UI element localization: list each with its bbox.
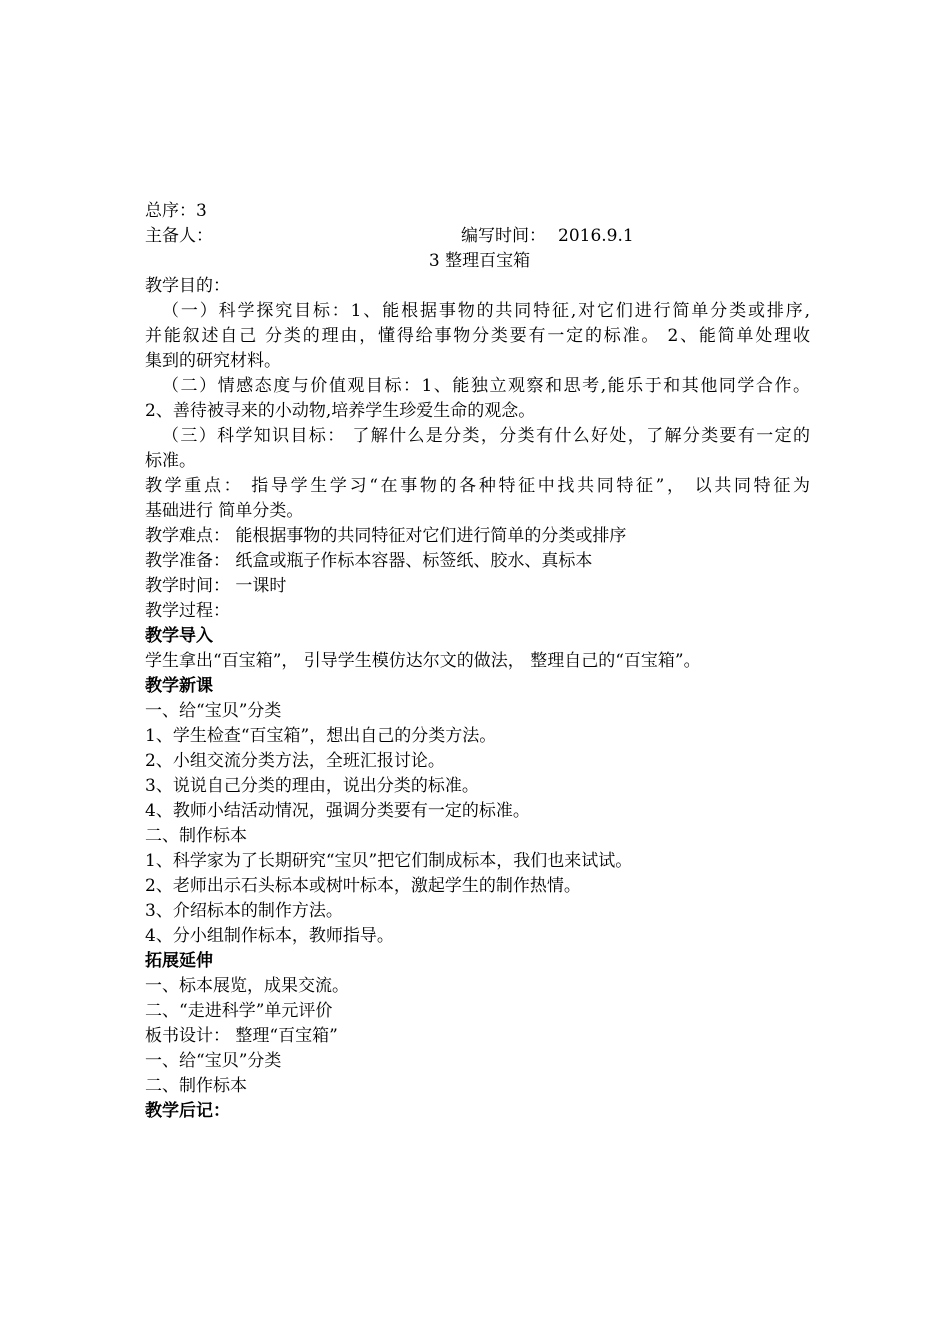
list-item: 1、科学家为了长期研究“宝贝”把它们制成标本，我们也来试试。 [145, 851, 633, 871]
preparation-line: 教学准备： 纸盒或瓶子作标本容器、标签纸、胶水、真标本 [145, 551, 593, 571]
list-item: 2、老师出示石头标本或树叶标本，激起学生的制作热情。 [145, 876, 581, 896]
board-item1: 一、给“宝贝”分类 [145, 1051, 282, 1071]
part1-title: 一、给“宝贝”分类 [145, 701, 282, 721]
preparer-label: 主备人： [145, 226, 213, 246]
new-lesson-heading: 教学新课 [145, 676, 213, 696]
board-item2: 二、制作标本 [145, 1076, 247, 1096]
meta-row [145, 224, 810, 249]
reflection-heading: 教学后记： [145, 1101, 230, 1121]
lesson-title: 3 整理百宝箱 [428, 251, 531, 271]
goal2-line1: （二）情感态度与价值观目标：1、能独立观察和思考,能乐于和其他同学合作。 [162, 376, 810, 396]
date-label: 编写时间： [461, 226, 546, 246]
part2-title: 二、制作标本 [145, 826, 247, 846]
goal1-line2: 并能叙述自己 分类的理由，懂得给事物分类要有一定的标准。 2、能简单处理收 [145, 326, 810, 346]
date-value: 2016.9.1 [558, 226, 634, 246]
keypoint-line2: 基础进行 简单分类。 [145, 501, 304, 521]
list-item: 2、小组交流分类方法，全班汇报讨论。 [145, 751, 445, 771]
process-line: 教学过程： [145, 601, 230, 621]
extension-item1: 一、标本展览，成果交流。 [145, 976, 349, 996]
intro-heading: 教学导入 [145, 626, 213, 646]
objectives-heading: 教学目的： [145, 276, 230, 296]
list-item: 4、教师小结活动情况，强调分类要有一定的标准。 [145, 801, 530, 821]
lesson-plan [145, 199, 810, 1124]
intro-text: 学生拿出“百宝箱”， 引导学生模仿达尔文的做法， 整理自己的“百宝箱”。 [145, 651, 701, 671]
extension-item2: 二、“走进科学”单元评价 [145, 1001, 333, 1021]
keypoint-line1: 教学重点： 指导学生学习“在事物的各种特征中找共同特征”， 以共同特征为 [145, 476, 810, 496]
board-title: 板书设计： 整理“百宝箱” [145, 1026, 338, 1046]
date-group [461, 224, 634, 249]
time-line: 教学时间： 一课时 [145, 576, 287, 596]
list-item: 1、学生检查“百宝箱”，想出自己的分类方法。 [145, 726, 497, 746]
goal2-line2: 2、善待被寻来的小动物,培养学生珍爱生命的观念。 [145, 401, 536, 421]
extension-heading: 拓展延伸 [145, 951, 213, 971]
list-item: 3、说说自己分类的理由，说出分类的标准。 [145, 776, 479, 796]
list-item: 4、分小组制作标本，教师指导。 [145, 926, 394, 946]
difficulty-line: 教学难点： 能根据事物的共同特征对它们进行简单的分类或排序 [145, 526, 627, 546]
goal1-line1: （一）科学探究目标：1、能根据事物的共同特征,对它们进行简单分类或排序, [162, 301, 810, 321]
goal1-line3: 集到的研究材料。 [145, 351, 281, 371]
serial-number: 总序：3 [145, 201, 207, 221]
goal3-line1: （三）科学知识目标： 了解什么是分类，分类有什么好处，了解分类要有一定的 [162, 426, 810, 446]
goal3-line2: 标准。 [145, 451, 196, 471]
list-item: 3、介绍标本的制作方法。 [145, 901, 343, 921]
